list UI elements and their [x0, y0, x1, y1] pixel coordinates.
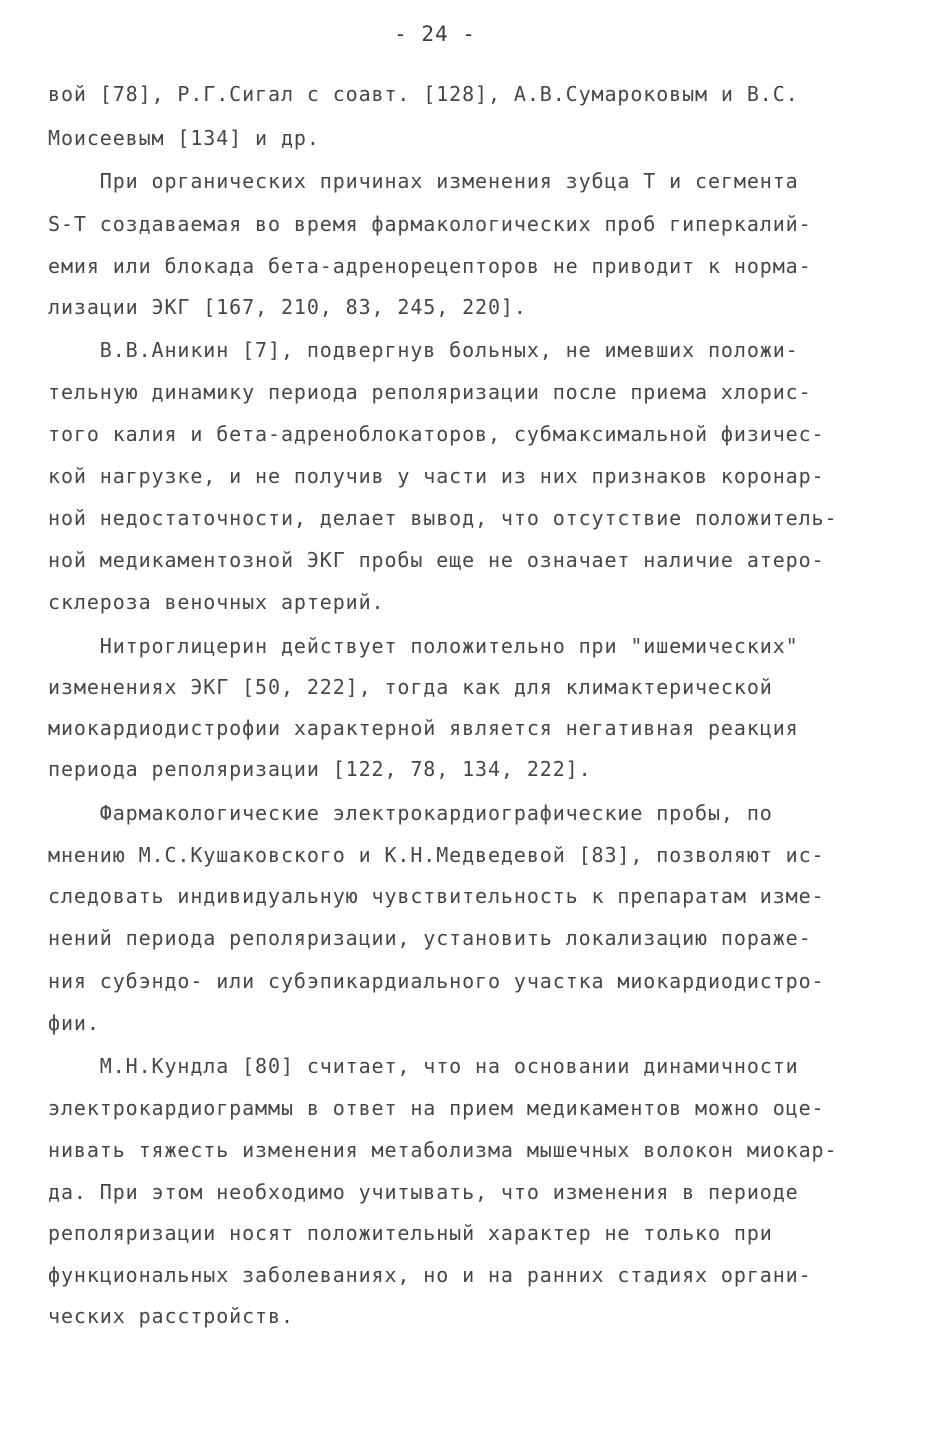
text-line: склероза веночных артерий. — [48, 590, 385, 614]
text-line: ческих расстройств. — [48, 1304, 294, 1328]
text-line: ной недостаточности, делает вывод, что отсутствие положитель- — [48, 506, 838, 530]
text-line: мнению М.С.Кушаковского и К.Н.Медведевой [83], позволяют ис- — [48, 843, 825, 867]
text-line: вой [78], Р.Г.Сигал с соавт. [128], А.В.Сумароковым и В.С. — [48, 82, 799, 106]
text-line: лизации ЭКГ [167, 210, 83, 245, 220]. — [48, 295, 527, 319]
text-line: М.Н.Кундла [80] считает, что на основании динамичности — [48, 1054, 799, 1078]
text-line: Моисеевым [134] и др. — [48, 126, 320, 150]
page-number: - 24 - — [394, 22, 476, 46]
text-line: Нитроглицерин действует положительно при "ишемических" — [48, 634, 799, 658]
text-line: периода реполяризации [122, 78, 134, 222]. — [48, 757, 592, 781]
text-line: емия или блокада бета-адренорецепторов не приводит к норма- — [48, 254, 812, 278]
text-line: электрокардиограммы в ответ на прием медикаментов можно оце- — [48, 1096, 825, 1120]
text-line: ной медикаментозной ЭКГ пробы еще не означает наличие атеро- — [48, 548, 825, 572]
text-line: кой нагрузке, и не получив у части из них признаков коронар- — [48, 464, 825, 488]
text-line: следовать индивидуальную чувствительность к препаратам изме- — [48, 884, 825, 908]
text-line: нений периода реполяризации, установить локализацию пораже- — [48, 926, 812, 950]
text-line: Фармакологические электрокардиографические пробы, по — [48, 801, 773, 825]
text-line: тельную динамику периода реполяризации после приема хлорис- — [48, 380, 812, 404]
text-line: нивать тяжесть изменения метаболизма мышечных волокон миокар- — [48, 1138, 838, 1162]
text-line: В.В.Аникин [7], подвергнув больных, не имевших положи- — [48, 338, 799, 362]
text-line: S-T создаваемая во время фармакологических проб гиперкалий- — [48, 212, 812, 236]
text-line: фии. — [48, 1011, 100, 1035]
text-line: того калия и бета-адреноблокаторов, субмаксимальной физичес- — [48, 422, 825, 446]
text-line: функциональных заболеваниях, но и на ранних стадиях органи- — [48, 1263, 812, 1287]
text-line: При органических причинах изменения зубца Т и сегмента — [48, 169, 799, 193]
text-line: да. При этом необходимо учитывать, что изменения в периоде — [48, 1180, 799, 1204]
text-line: ния субэндо- или субэпикардиального участка миокардиодистро- — [48, 969, 825, 993]
text-line: миокардиодистрофии характерной является негативная реакция — [48, 716, 799, 740]
text-line: изменениях ЭКГ [50, 222], тогда как для климактерической — [48, 675, 773, 699]
text-line: реполяризации носят положительный характер не только при — [48, 1221, 773, 1245]
